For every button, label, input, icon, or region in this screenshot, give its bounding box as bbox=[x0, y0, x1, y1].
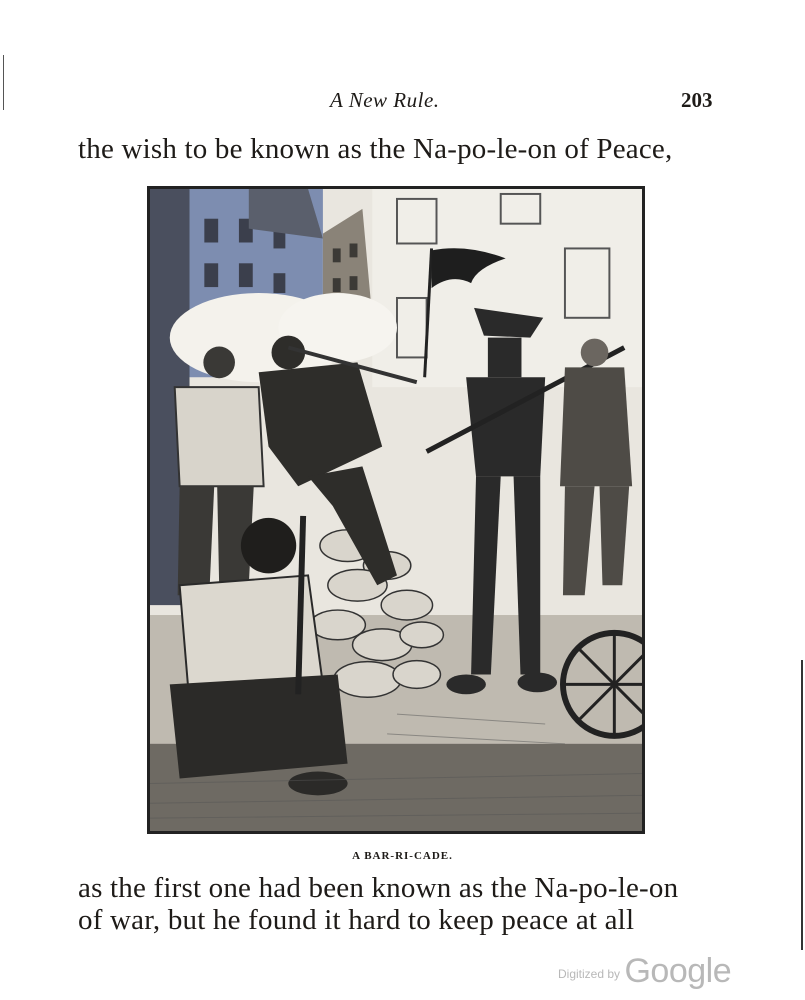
running-title: A New Rule. bbox=[330, 88, 440, 112]
page-edge-right bbox=[801, 660, 803, 950]
engraving-image bbox=[150, 189, 642, 831]
text-line-1: the wish to be known as the Na-po-le-on of Peace, bbox=[78, 133, 673, 165]
barricade-illustration bbox=[147, 186, 645, 834]
google-logo: Google bbox=[624, 952, 732, 990]
digitized-watermark bbox=[558, 952, 731, 991]
figure-caption: A BAR-RI-CADE. bbox=[352, 850, 453, 862]
page-edge-left bbox=[3, 55, 4, 110]
text-line-2: as the first one had been known as the Na-po-le-on bbox=[78, 872, 679, 904]
page-number: 203 bbox=[681, 88, 713, 112]
text-line-3: of war, but he found it hard to keep peace at all bbox=[78, 904, 635, 936]
watermark-prefix: Digitized by bbox=[558, 967, 621, 981]
